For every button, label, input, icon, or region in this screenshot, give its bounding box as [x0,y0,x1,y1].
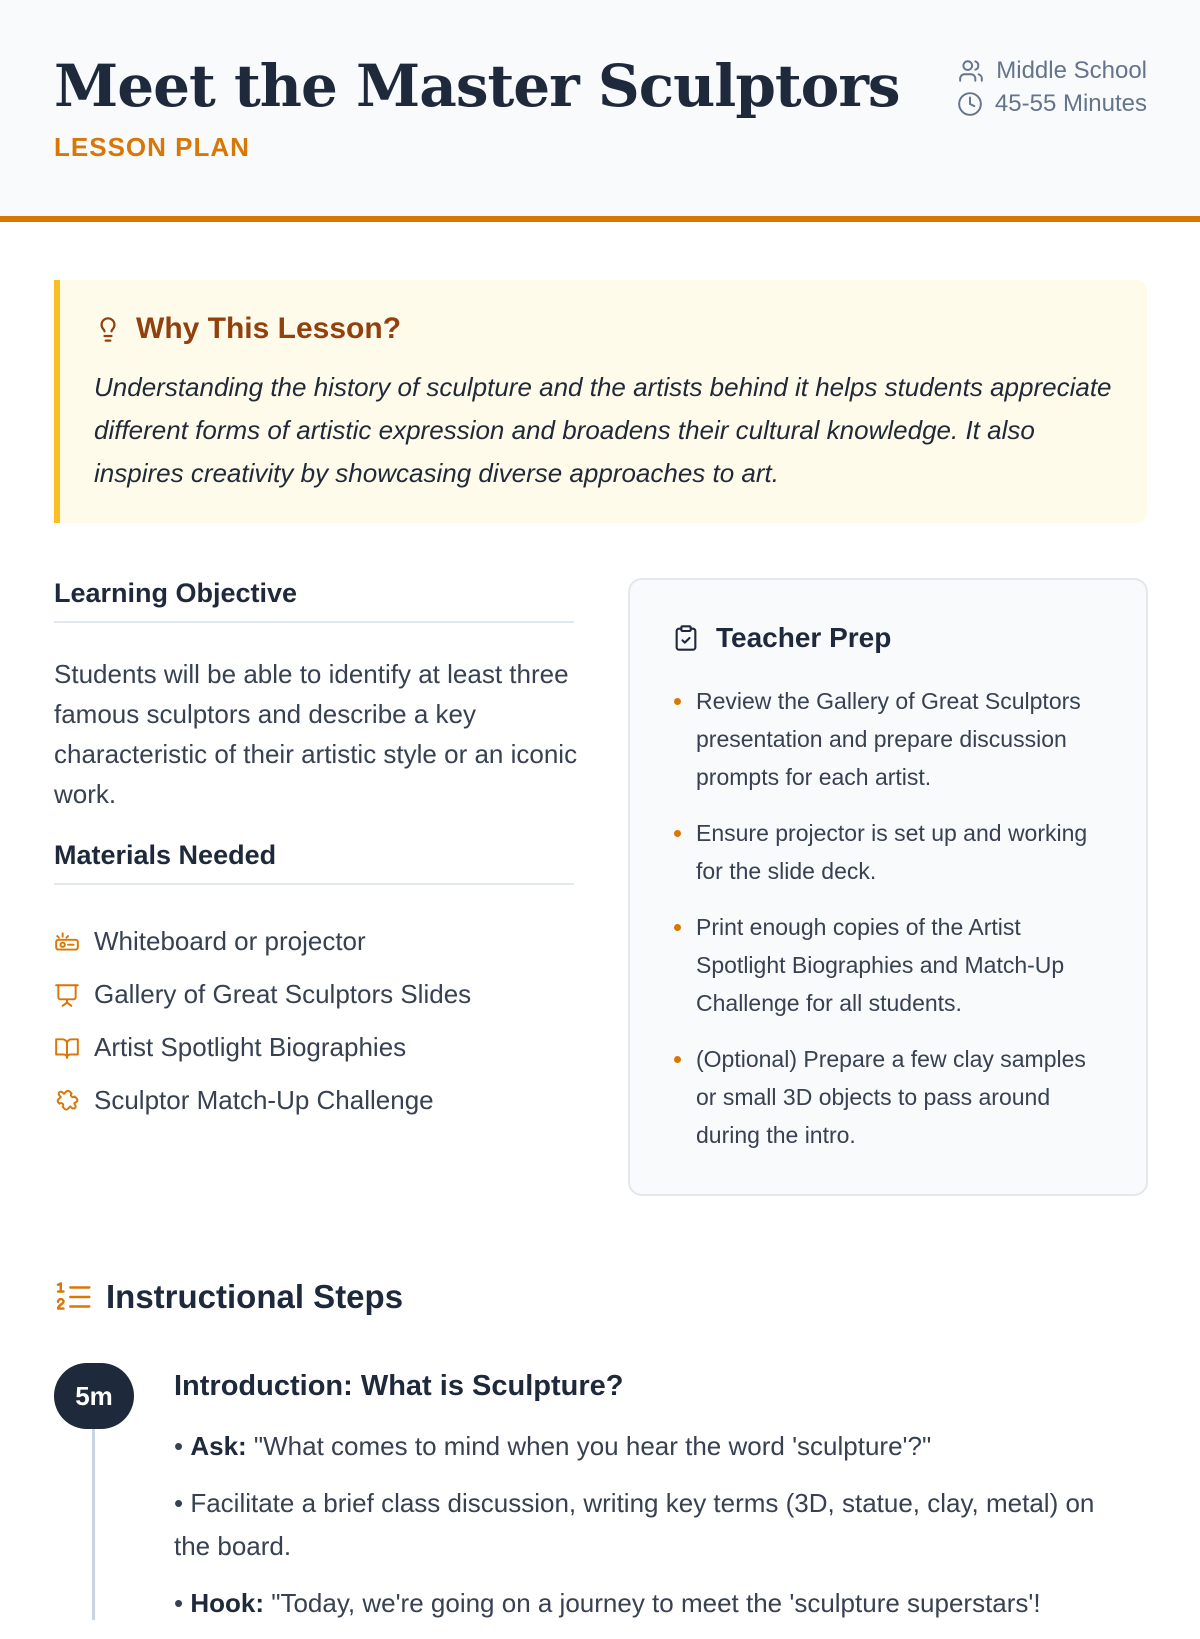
step-ask-label: Ask: [190,1431,247,1461]
materials-item [54,968,471,1021]
step-hook-label: Hook: [190,1588,264,1618]
prep-item: Review the Gallery of Great Sculptors presentation and prepare discussion prompts for each artist. [672,682,1112,796]
materials-item-label: Sculptor Match-Up Challenge [94,1085,434,1115]
presentation-icon [54,982,80,1008]
puzzle-icon [54,1088,80,1114]
materials-item-label: Artist Spotlight Biographies [94,1032,407,1062]
prep-item: Ensure projector is set up and working for the slide deck. [672,814,1112,890]
materials-item [54,1074,471,1127]
materials-item [54,1021,471,1074]
page-header [0,0,1200,222]
why-title: Why This Lesson? [136,312,402,345]
step-title: Introduction: What is Sculpture? [174,1370,624,1402]
step-line: • Ask: "What comes to mind when you hear the word 'sculpture'?" [174,1431,932,1461]
timeline-line [92,1400,95,1620]
step-line: • Hook: "Today, we're going on a journey to meet the 'sculpture superstars'! [174,1588,1041,1618]
page-subtitle: LESSON PLAN [54,132,250,162]
why-text: Understanding the history of sculpture and the artists behind it helps students appreciate different forms of artistic expression and broadens their cultural knowledge. It also inspires creativity by showcasing diverse approaches to art. [94,372,1112,488]
page-title: Meet the Master Sculptors [54,52,900,120]
meta-grade [887,54,1147,87]
step-line-text: Facilitate a brief class discussion, writing key terms (3D, statue, clay, metal) on the board. [174,1488,1095,1561]
teacher-prep-title: Teacher Prep [716,622,892,653]
clipboard-check-icon [672,623,700,653]
materials-item-label: Whiteboard or projector [94,926,366,956]
materials-item [54,915,471,968]
steps-header [54,1278,403,1316]
step-hook-text: "Today, we're going on a journey to meet the 'sculpture superstars'! [264,1588,1041,1618]
ordered-list-icon [54,1280,92,1314]
materials-list [54,915,471,1127]
projector-icon [54,929,80,955]
teacher-prep-list [672,682,1112,1172]
steps-title: Instructional Steps [106,1278,404,1315]
teacher-prep-header [672,622,891,654]
step-ask-text: "What comes to mind when you hear the word 'sculpture'?" [246,1431,932,1461]
objective-text: Students will be able to identify at least three famous sculptors and describe a key characteristic of their artistic style or an iconic work. [54,659,578,809]
why-callout [54,280,1147,523]
users-icon [958,58,984,84]
meta-grade-text: Middle School [996,56,1147,84]
step-line: • Facilitate a brief class discussion, writing key terms (3D, statue, clay, metal) on the board. [174,1488,1095,1561]
clock-icon [957,91,983,117]
materials-item-label: Gallery of Great Sculptors Slides [94,979,472,1009]
prep-item: (Optional) Prepare a few clay samples or small 3D objects to pass around during the intro. [672,1040,1112,1154]
meta-duration-text: 45-55 Minutes [994,89,1147,117]
why-header [94,312,401,346]
step-time-badge: 5m [54,1363,134,1429]
lightbulb-icon [94,314,122,344]
meta-duration [887,87,1147,120]
objective-title: Learning Objective [54,578,574,623]
lesson-meta [887,54,1147,120]
materials-title: Materials Needed [54,840,574,885]
book-open-icon [54,1035,80,1061]
prep-item: Print enough copies of the Artist Spotlight Biographies and Match-Up Challenge for all students. [672,908,1112,1022]
teacher-prep-card [628,578,1148,1196]
step-body [174,1425,1114,1639]
